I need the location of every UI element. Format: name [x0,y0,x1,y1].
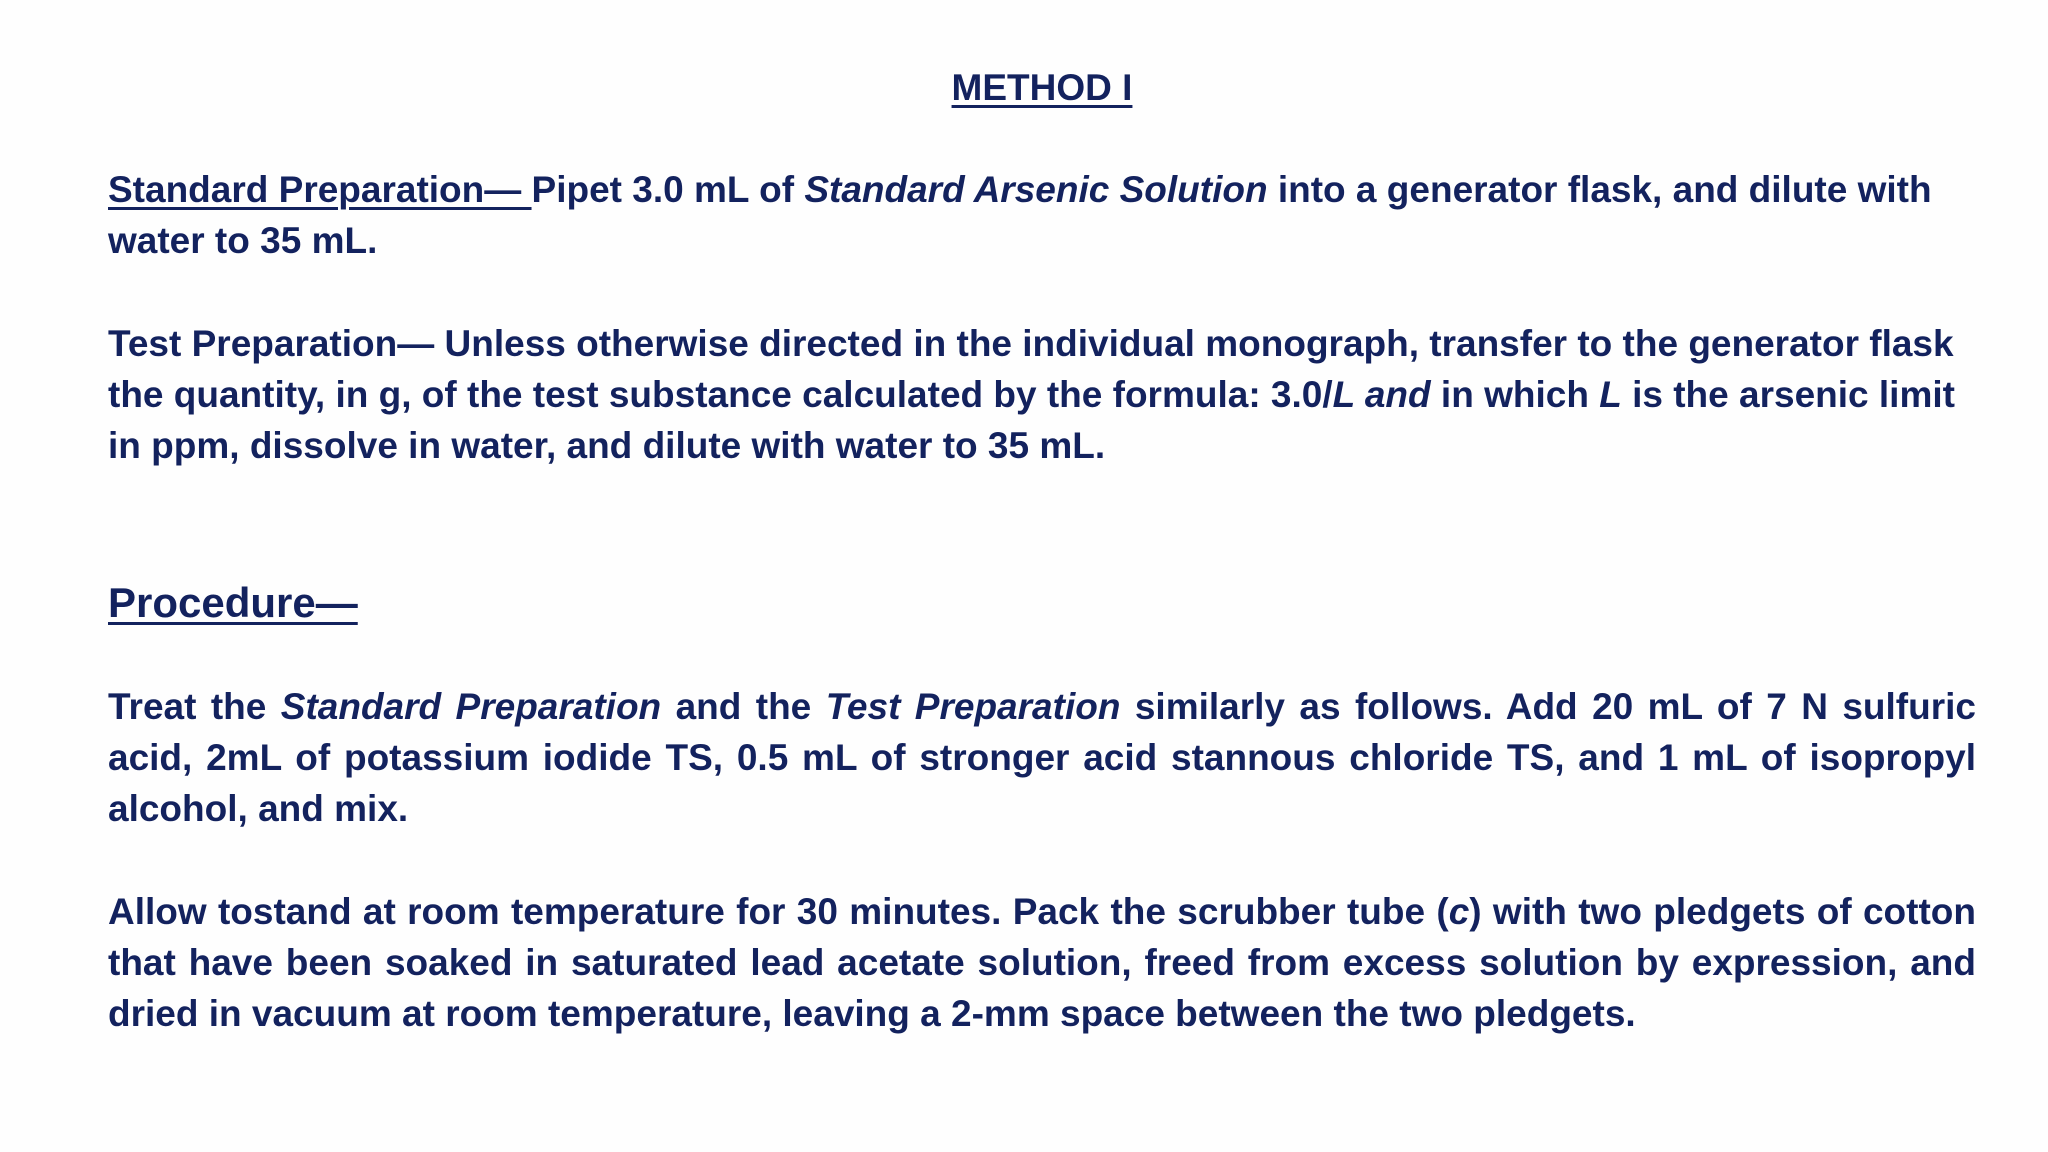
scrubber-tube-label: c [1448,891,1470,932]
standard-arsenic-solution-term: Standard Arsenic Solution [804,169,1268,210]
limit-variable: L [1599,374,1622,415]
test-preparation-label: Test Preparation— [108,323,435,364]
formula-variable: L and [1332,374,1431,415]
test-preparation-text-2: in which [1430,374,1600,415]
standard-preparation-paragraph [108,164,1976,266]
test-preparation-paragraph [108,318,1976,471]
procedure-heading-text: Procedure— [108,579,358,626]
procedure-paragraph-2 [108,886,1976,1039]
page-title [0,64,2048,112]
test-preparation-text-1: Unless otherwise directed in the individual monograph, transfer to the generator flask the quantity, in g, of the test substance calculated by the formula: 3.0/ [108,323,1954,415]
standard-preparation-text-2: into a generator flask, and dilute with water to 35 mL. [108,169,1932,261]
procedure-paragraph-1 [108,681,1976,834]
procedure-p1-text-2: and the [661,686,826,727]
procedure-p1-text-1: Treat the [108,686,281,727]
procedure-heading [108,577,1976,629]
standard-preparation-text-1: Pipet 3.0 mL of [531,169,805,210]
test-preparation-text-3: is the arsenic limit in ppm, dissolve in water, and dilute with water to 35 mL. [108,374,1955,466]
standard-preparation-term: Standard Preparation [280,686,662,727]
procedure-p2-text-1: Allow tostand at room temperature for 30 minutes. Pack the scrubber tube ( [108,891,1449,932]
procedure-p2-text-2: ) with two pledgets of cotton that have been soaked in saturated lead acetate solution, freed from excess solution by expression, and dried in vacuum at room temperature, leaving a 2-mm space between the two pledgets. [108,891,1976,1034]
test-preparation-term: Test Preparation [825,686,1121,727]
procedure-p1-text-3: similarly as follows. Add 20 mL of 7 N sulfuric acid, 2mL of potassium iodide TS, 0.5 mL of stronger acid stannous chloride TS, and 1 mL of isopropyl alcohol, and mix. [108,686,1976,829]
standard-preparation-label: Standard Preparation— [108,169,532,210]
title-text: METHOD I [951,67,1133,108]
